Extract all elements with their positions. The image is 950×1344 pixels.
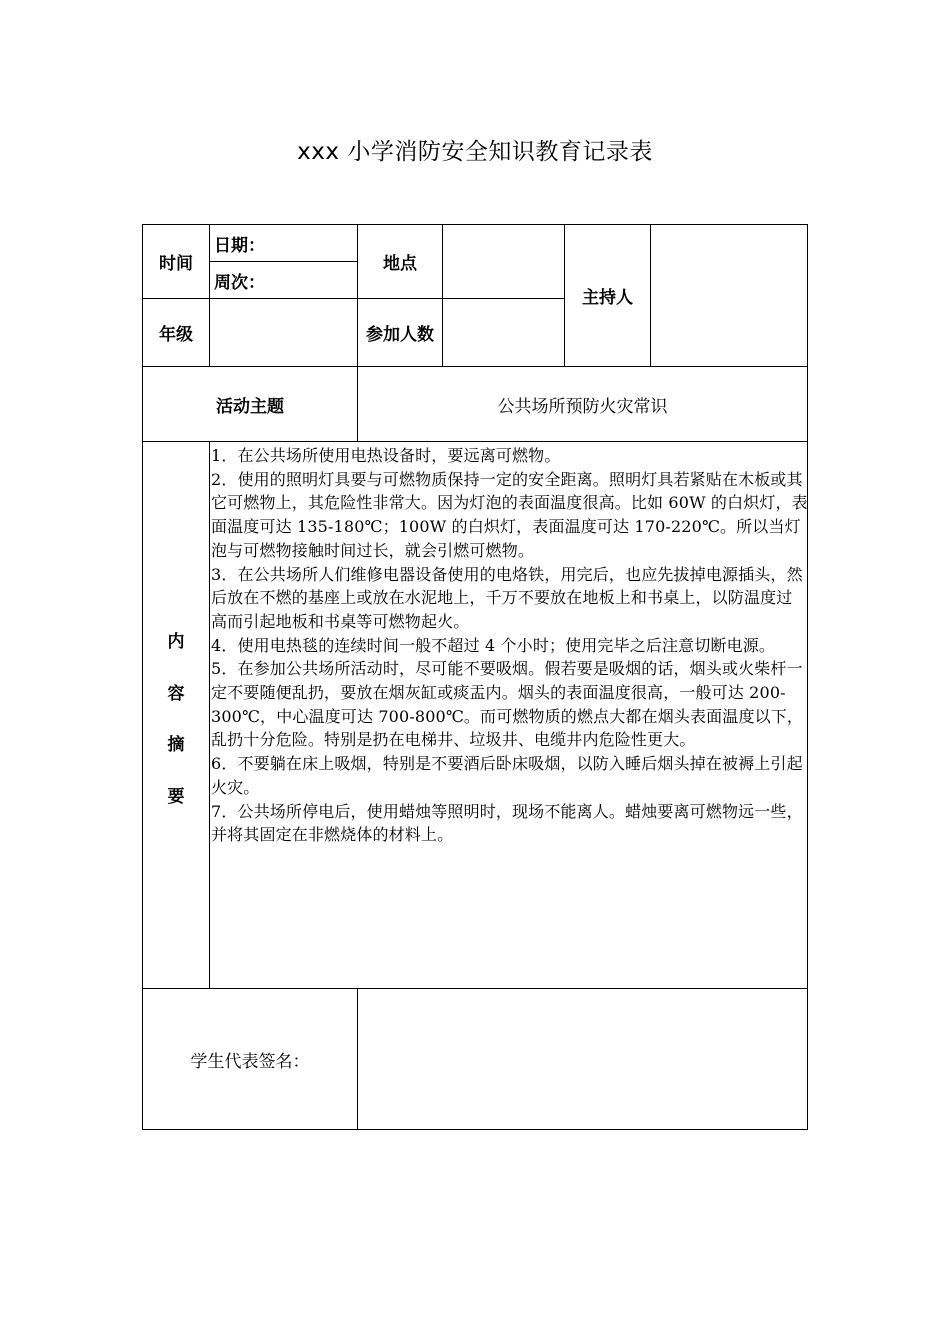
content-item: 2．使用的照明灯具要与可燃物质保持一定的安全距离。照明灯具若紧贴在木板或其它可燃物上，其危险性非常大。因为灯泡的表面温度很高。比如 60W 的白炽灯，表面温度可达 135-180℃；100W 的白炽灯，表面温度可达 170-220℃。所以当灯泡与可燃物接触时间过长，就会引燃可燃物。: [211, 469, 808, 560]
participants-value[interactable]: [443, 299, 564, 366]
table-divider: [142, 441, 808, 442]
date-label: 日期：: [214, 235, 265, 256]
student-signature-label: 学生代表签名：: [190, 1051, 310, 1072]
activity-theme-value: 公共场所预防火灾常识: [497, 396, 668, 417]
content-item: 4．使用电热毯的连续时间一般不超过 4 个小时；使用完毕之后注意切断电源。: [211, 635, 776, 655]
content-item: 1．在公共场所使用电热设备时，要远离可燃物。: [211, 446, 561, 465]
content-summary-char: 摘: [167, 735, 185, 756]
content-summary-char: 内: [167, 632, 185, 652]
time-label: 时间: [159, 254, 193, 274]
host-label: 主持人: [582, 288, 633, 308]
activity-theme-label: 活动主题: [216, 396, 284, 417]
student-signature-field[interactable]: [358, 989, 807, 1129]
content-summary-char: 要: [167, 786, 185, 807]
host-value[interactable]: [651, 225, 807, 366]
grade-value[interactable]: [210, 299, 357, 366]
content-summary-text: [211, 444, 808, 847]
table-border: [142, 1129, 808, 1130]
content-item: 6．不要躺在床上吸烟，特别是不要酒后卧床吸烟，以防入睡后烟头掉在被褥上引起火灾。: [211, 754, 803, 797]
participants-label: 参加人数: [366, 325, 434, 345]
week-label: 周次：: [214, 272, 265, 293]
content-summary-label: [143, 627, 209, 807]
content-item: 3．在公共场所人们维修电器设备使用的电烙铁，用完后，也应先拔掉电源插头，然后放在不燃的基座上或放在水泥地上，千万不要放在地板上和书桌上，以防温度过高而引起地板和书桌等可燃物起火。: [211, 564, 803, 631]
grade-label: 年级: [159, 325, 193, 345]
location-label: 地点: [383, 254, 417, 274]
table-divider: [209, 441, 210, 988]
content-item: 5．在参加公共场所活动时，尽可能不要吸烟。假若要是吸烟的话，烟头或火柴杆一定不要随便乱扔，要放在烟灰缸或痰盂内。烟头的表面温度很高，一般可达 200-300℃，中心温度可达 700-800℃。而可燃物质的燃点大都在烟头表面温度以下，乱扔十分危险。特别是扔在电梯井、垃圾井、电缆井内危险性更大。: [211, 659, 804, 750]
page-title: xxx 小学消防安全知识教育记录表: [297, 139, 653, 165]
content-summary-char: 容: [167, 683, 185, 704]
location-value[interactable]: [443, 225, 564, 298]
content-item: 7．公共场所停电后，使用蜡烛等照明时，现场不能离人。蜡烛要离可燃物远一些，并将其固定在非燃烧体的材料上。: [211, 801, 803, 845]
